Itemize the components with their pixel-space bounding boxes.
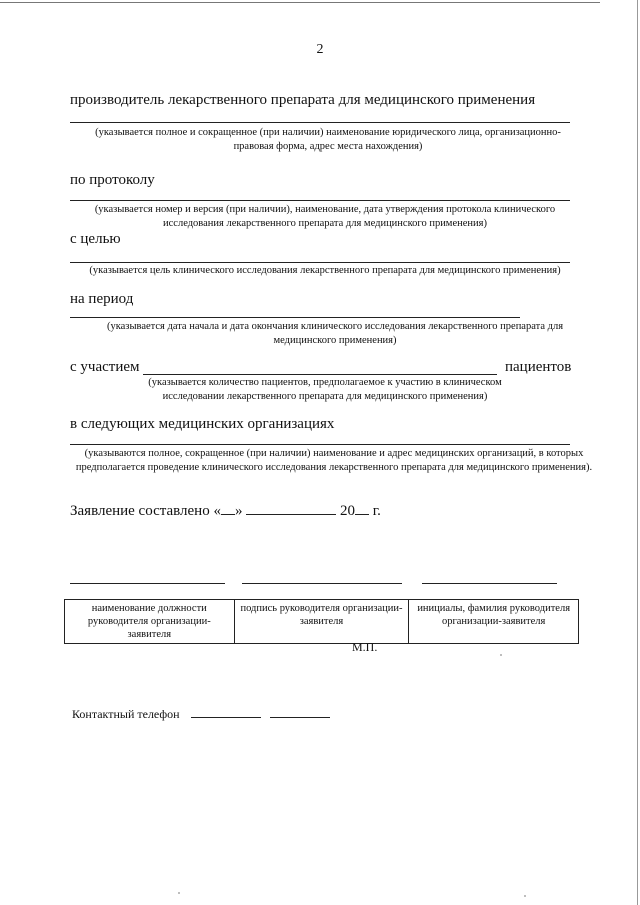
purpose-heading: с целью — [70, 231, 121, 247]
position-caption: наименование должности руководителя организации-заявителя — [65, 600, 235, 644]
page-number: 2 — [316, 42, 324, 57]
protocol-heading: по протоколу — [70, 172, 155, 188]
protocol-hint: (указывается номер и версия (при наличии), наименование, дата утверждения протокола клинического исследования лекарственного препарата для медицинского применения) — [94, 204, 556, 229]
contact-phone-label: Контактный телефон — [72, 707, 180, 721]
scan-speck — [178, 892, 180, 894]
manufacturer-field-line[interactable] — [70, 122, 570, 123]
signature-table-row — [65, 600, 579, 644]
purpose-field-line[interactable] — [70, 262, 570, 263]
year-prefix: 20 — [339, 503, 355, 519]
year-suffix: г. — [372, 503, 381, 519]
date-prefix: Заявление составлено « — [70, 503, 221, 519]
period-field-line[interactable] — [70, 317, 520, 318]
scan-speck — [524, 895, 526, 897]
contact-phone-field-1[interactable] — [191, 717, 261, 718]
page-right-edge — [637, 0, 638, 905]
page-top-edge — [0, 2, 600, 3]
period-heading: на период — [70, 291, 134, 307]
date-quote-close: » — [234, 503, 243, 519]
contact-phone-field-2[interactable] — [270, 717, 330, 718]
organizations-heading: в следующих медицинских организациях — [70, 416, 335, 432]
signature-line[interactable] — [242, 583, 402, 584]
day-field[interactable] — [221, 514, 235, 515]
signature-table — [64, 599, 579, 644]
purpose-hint: (указывается цель клинического исследования лекарственного препарата для медицинского применения) — [89, 265, 561, 276]
date-line — [70, 503, 381, 520]
initials-signature-line[interactable] — [422, 583, 557, 584]
participants-unit: пациентов — [505, 359, 572, 375]
participants-count-field[interactable] — [143, 374, 497, 375]
manufacturer-hint: (указывается полное и сокращенное (при наличии) наименование юридического лица, организационно-правовая форма, адрес места нахождения) — [95, 127, 561, 152]
organizations-hint: (указываются полное, сокращенное (при наличии) наименование и адрес медицинских организаций, в которых предполагается проведение клинического исследования лекарственного препарата для медицинского применения). — [75, 448, 593, 473]
signature-caption: подпись руководителя организации-заявителя — [234, 600, 409, 644]
period-hint: (указывается дата начала и дата окончания клинического исследования лекарственного препарата для медицинского применения) — [106, 321, 564, 346]
manufacturer-heading: производитель лекарственного препарата для медицинского применения — [70, 92, 536, 108]
position-signature-line[interactable] — [70, 583, 225, 584]
month-field[interactable] — [246, 514, 336, 515]
scan-speck — [500, 654, 502, 656]
participants-heading: с участием — [70, 359, 140, 375]
initials-caption: инициалы, фамилия руководителя организации-заявителя — [409, 600, 579, 644]
year-field[interactable] — [355, 514, 369, 515]
participants-hint: (указывается количество пациентов, предполагаемое к участию в клиническом исследовании лекарственного препарата для медицинского применения) — [148, 377, 502, 402]
stamp-label: М.П. — [352, 640, 378, 654]
organizations-field-line[interactable] — [70, 444, 570, 445]
protocol-field-line[interactable] — [70, 200, 570, 201]
contact-phone-line — [72, 707, 330, 722]
